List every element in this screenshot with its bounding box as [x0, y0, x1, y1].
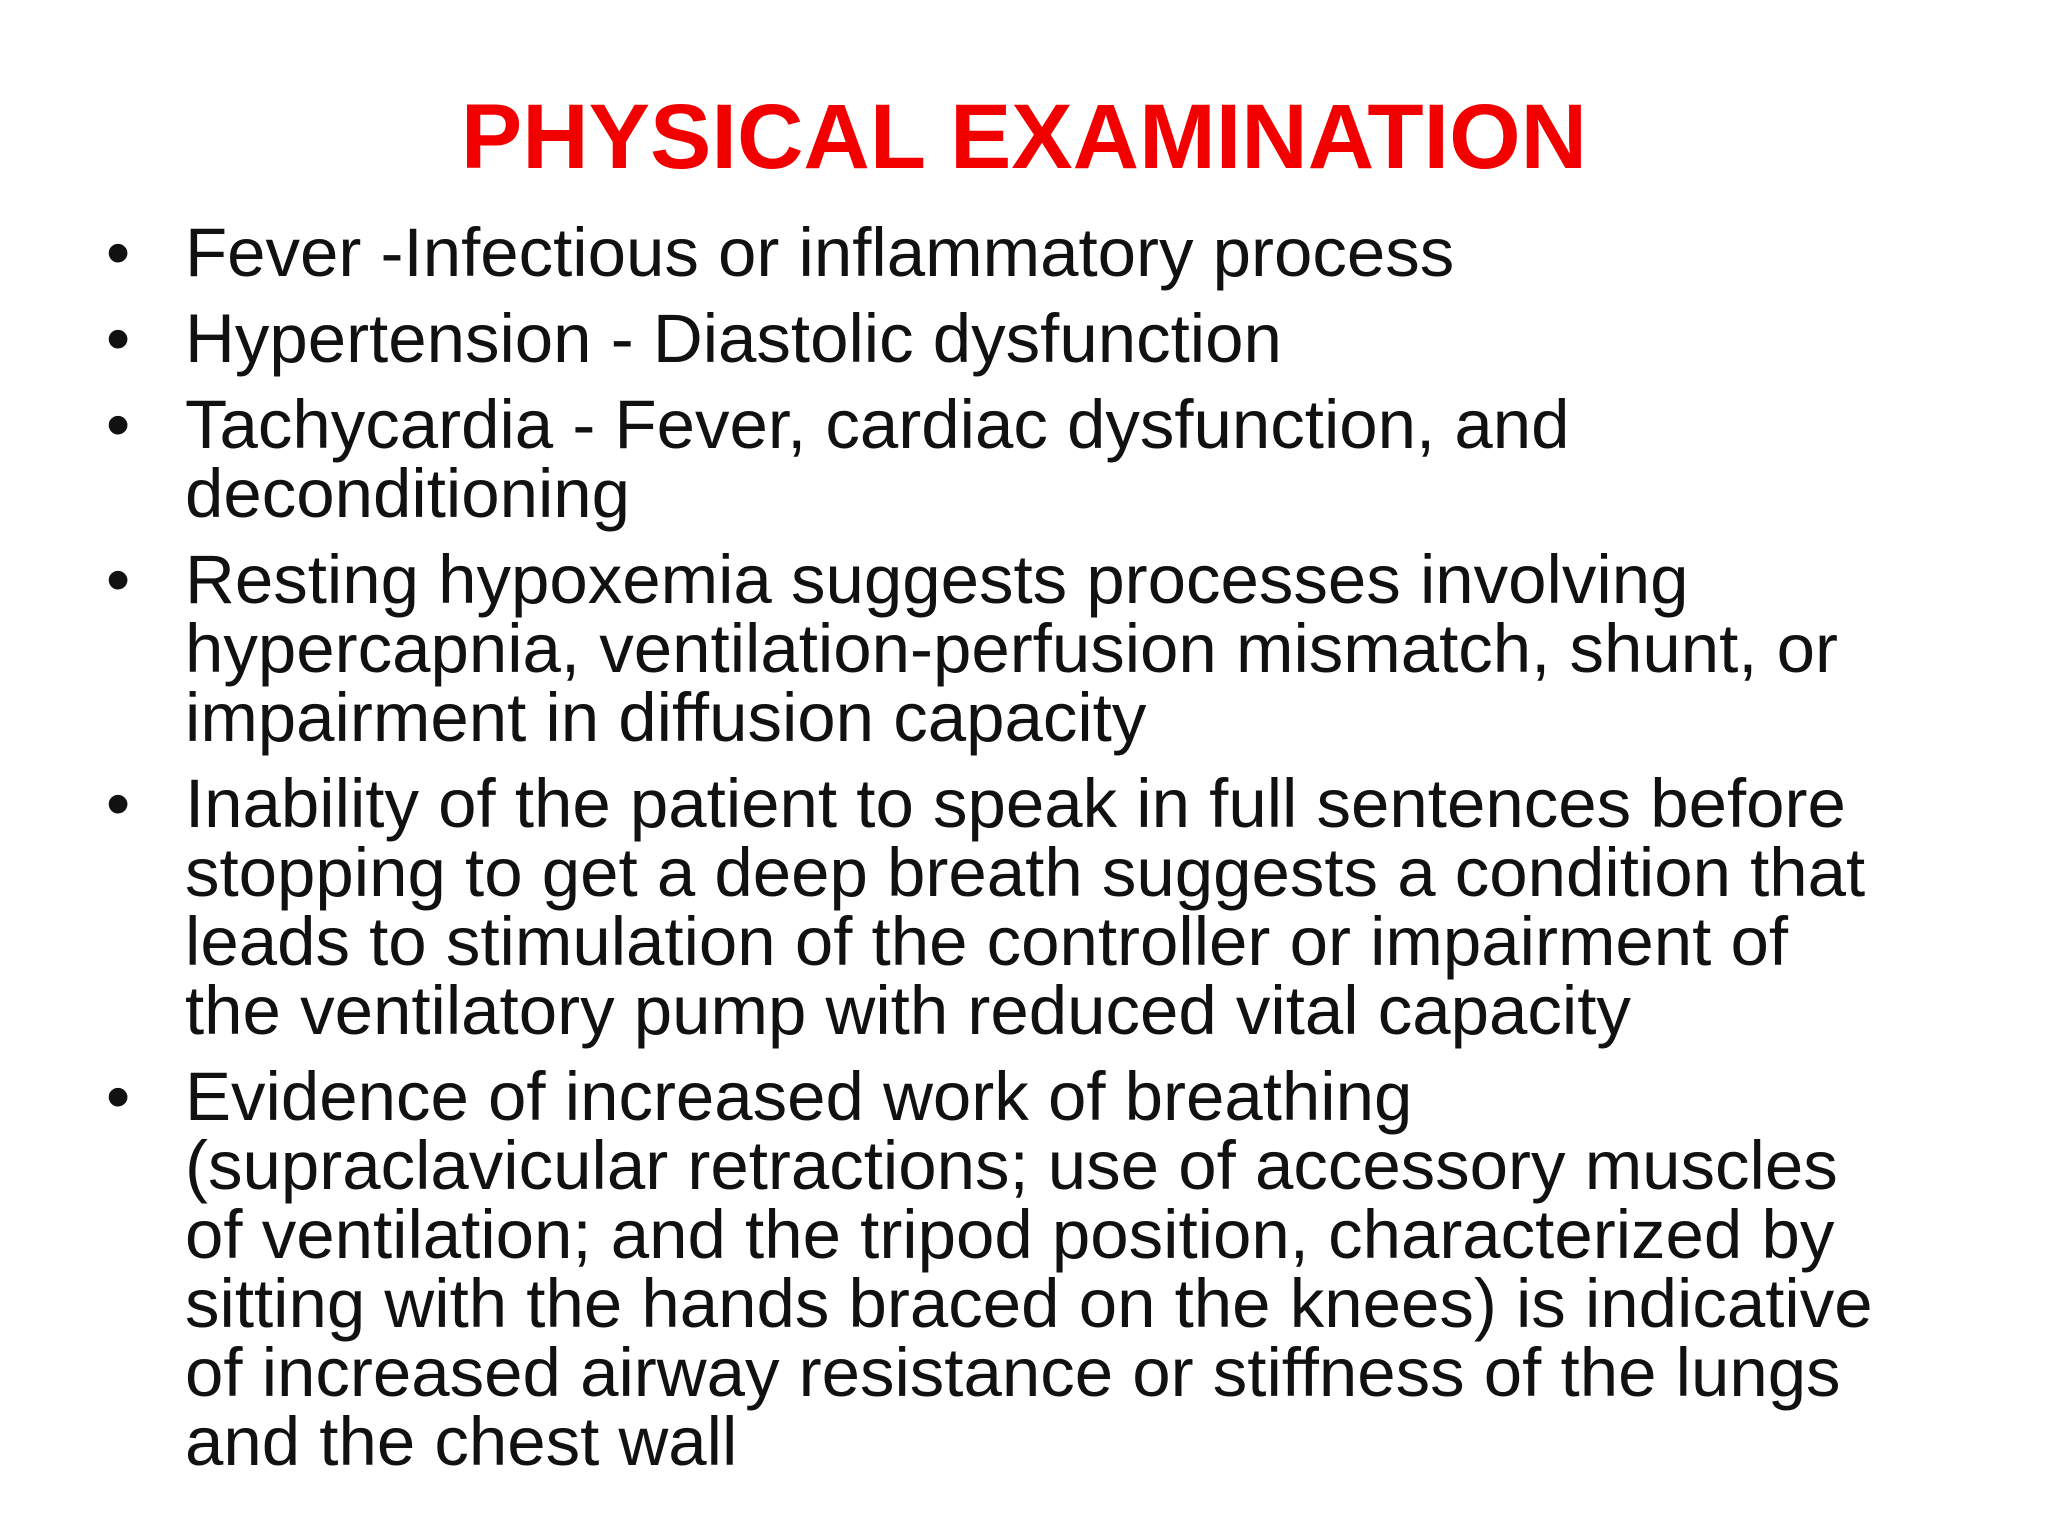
bullet-dot-icon: •	[106, 1058, 131, 1135]
bullet-dot-icon: •	[106, 386, 131, 463]
bullet-text-line: and the chest wall	[185, 1403, 738, 1480]
bullet-item	[0, 765, 2048, 1049]
bullet-item	[0, 300, 2048, 377]
bullet-dot-icon: •	[106, 214, 131, 291]
bullet-text-line: stopping to get a deep breath suggests a condition that	[185, 834, 1866, 911]
slide-title: PHYSICAL EXAMINATION	[460, 86, 1588, 188]
bullet-text-line: impairment in diffusion capacity	[185, 679, 1147, 756]
bullet-text-line: hypercapnia, ventilation-perfusion mismatch, shunt, or	[185, 610, 1839, 687]
bullet-text-line: Inability of the patient to speak in full sentences before	[185, 765, 1846, 842]
bullet-item	[0, 541, 2048, 756]
bullet-text-line: Evidence of increased work of breathing	[185, 1058, 1413, 1135]
bullet-text-line: of ventilation; and the tripod position, characterized by	[185, 1196, 1835, 1273]
bullet-dot-icon: •	[106, 765, 131, 842]
bullet-text-line: the ventilatory pump with reduced vital capacity	[185, 972, 1631, 1049]
bullet-item	[0, 1058, 2048, 1480]
bullet-text-line: of increased airway resistance or stiffness of the lungs	[185, 1334, 1841, 1411]
bullet-text-line: Hypertension - Diastolic dysfunction	[185, 300, 1282, 377]
bullet-dot-icon: •	[106, 300, 131, 377]
bullet-item	[0, 214, 2048, 291]
bullet-dot-icon: •	[106, 541, 131, 618]
bullet-item	[0, 386, 2048, 532]
bullet-text-line: deconditioning	[185, 455, 631, 532]
bullet-text-line: Fever -Infectious or inflammatory process	[185, 214, 1455, 291]
bullet-text-line: leads to stimulation of the controller or impairment of	[185, 903, 1789, 980]
bullet-text-line: Tachycardia - Fever, cardiac dysfunction, and	[185, 386, 1570, 463]
bullet-text-line: (supraclavicular retractions; use of accessory muscles	[185, 1127, 1838, 1204]
bullet-text-line: sitting with the hands braced on the knees) is indicative	[185, 1265, 1873, 1342]
bullet-text-line: Resting hypoxemia suggests processes involving	[185, 541, 1689, 618]
bullet-list	[0, 214, 2048, 1493]
